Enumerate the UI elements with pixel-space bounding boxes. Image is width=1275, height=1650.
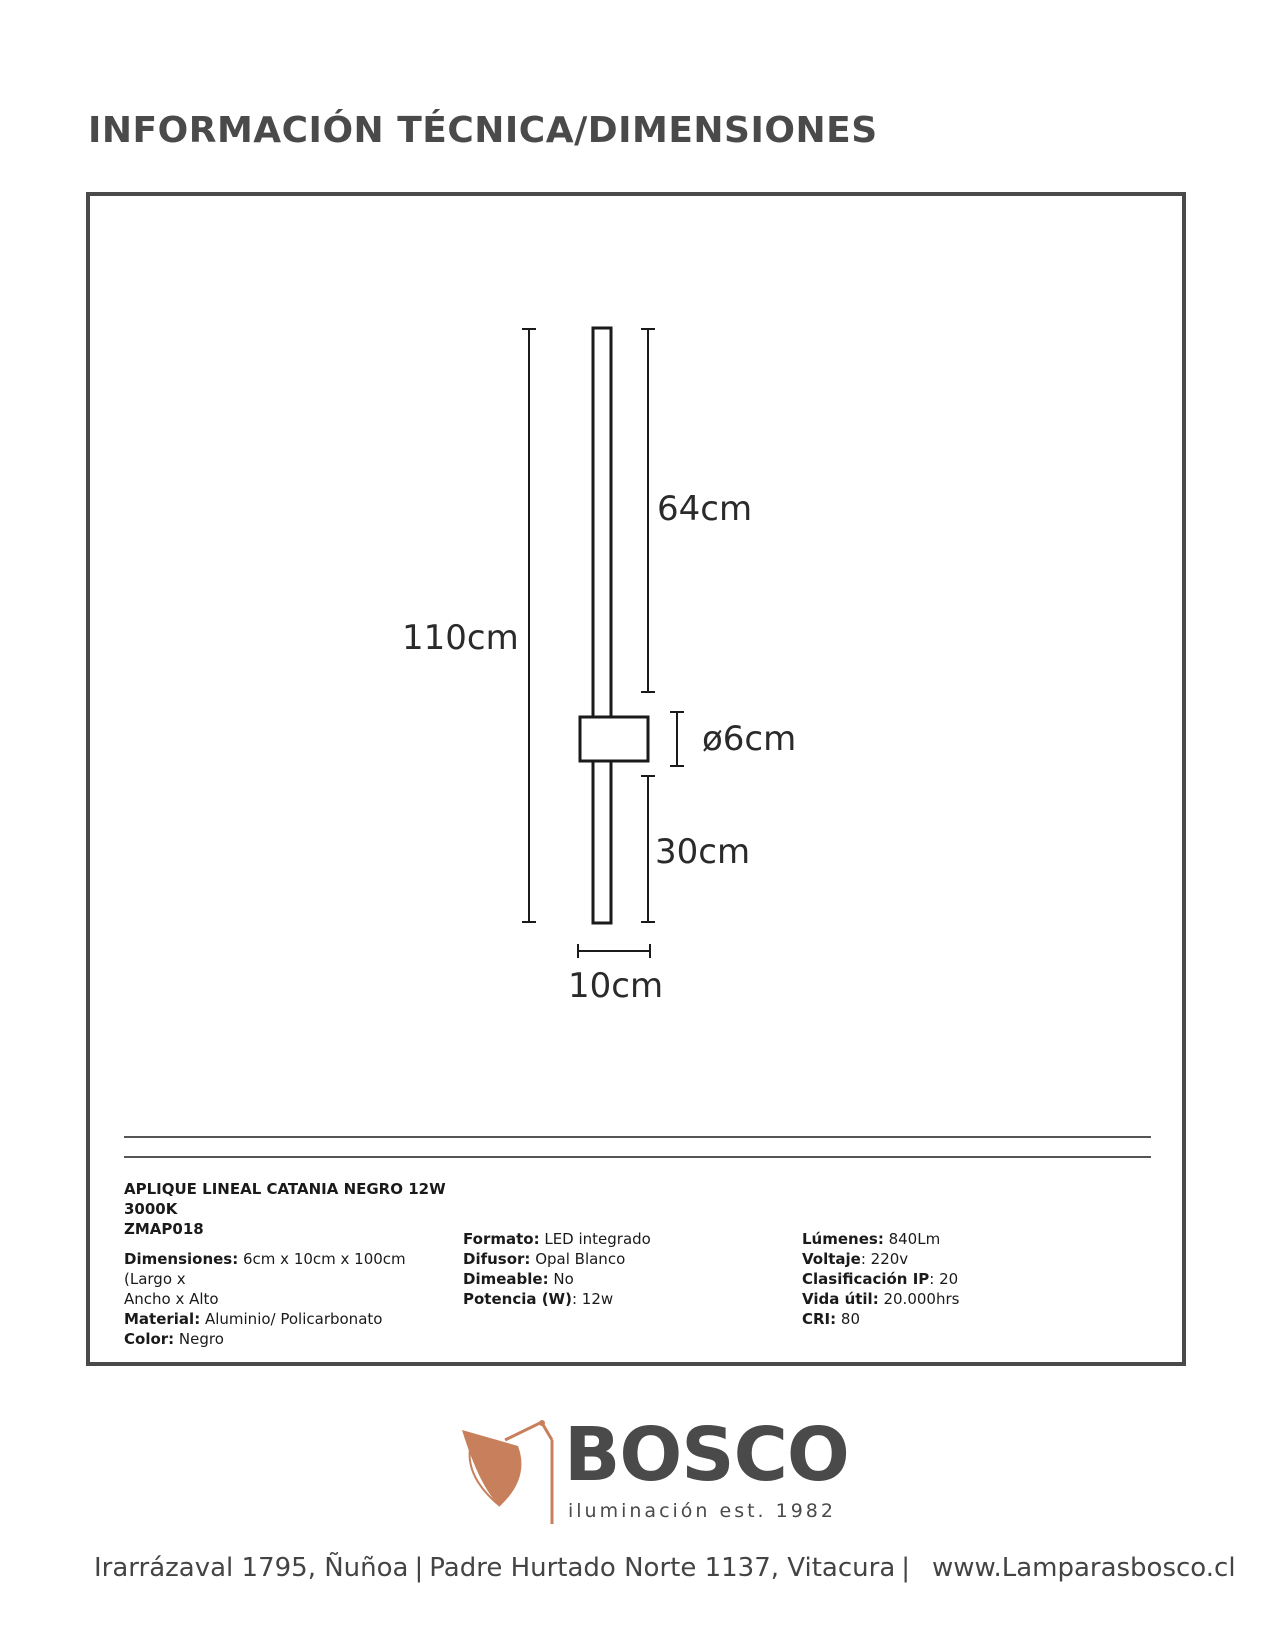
- label-upper-segment: 64cm: [657, 489, 753, 529]
- dimension-line-upper: [641, 329, 655, 692]
- spec-row: Lúmenes: 840Lm: [802, 1230, 941, 1248]
- lamp-upper-bar: [593, 328, 611, 718]
- footer-address-nunoa: Irarrázaval 1795, Ñuñoa: [94, 1553, 409, 1583]
- footer-separator: |: [414, 1553, 424, 1583]
- spec-row: Formato: LED integrado: [463, 1230, 651, 1248]
- footer-website-link[interactable]: www.Lamparasbosco.cl: [932, 1553, 1236, 1583]
- spec-row: Clasificación IP: 20: [802, 1270, 959, 1288]
- label-diameter: ø6cm: [702, 719, 797, 759]
- label-total-height: 110cm: [402, 618, 519, 658]
- product-code: ZMAP018: [124, 1220, 204, 1238]
- spec-row: Difusor: Opal Blanco: [463, 1250, 626, 1268]
- brand-tagline: iluminación est. 1982: [568, 1500, 836, 1522]
- spec-row: Dimensiones: 6cm x 10cm x 100cm (Largo x: [124, 1250, 406, 1288]
- dimension-line-total: [522, 329, 536, 922]
- spec-row: Voltaje: 220v: [802, 1250, 909, 1268]
- divider-bottom: [124, 1156, 1151, 1158]
- lamp-driver-block: [580, 717, 648, 761]
- spec-row: Vida útil: 20.000hrs: [802, 1290, 960, 1308]
- spec-row: Dimeable: No: [463, 1270, 574, 1288]
- spec-column-1: [124, 1249, 454, 1349]
- spec-row: CRI: 80: [802, 1310, 860, 1328]
- label-lower-segment: 30cm: [655, 832, 751, 872]
- spec-row: Material: Aluminio/ Policarbonato: [124, 1310, 383, 1328]
- spec-column-3: [802, 1229, 1132, 1329]
- divider-top: [124, 1136, 1151, 1138]
- product-name: APLIQUE LINEAL CATANIA NEGRO 12W: [124, 1180, 446, 1198]
- spec-row: Ancho x Alto: [124, 1290, 219, 1308]
- product-temperature: 3000K: [124, 1200, 178, 1218]
- footer-separator: |: [901, 1553, 911, 1583]
- footer-address-vitacura: Padre Hurtado Norte 1137, Vitacura: [429, 1553, 896, 1583]
- brand-name: BOSCO: [564, 1412, 849, 1498]
- dimension-line-width: [578, 944, 650, 958]
- page-title: INFORMACIÓN TÉCNICA/DIMENSIONES: [88, 110, 878, 151]
- spec-column-2: [463, 1229, 783, 1309]
- product-heading: [124, 1179, 446, 1239]
- spec-row: Potencia (W): 12w: [463, 1290, 614, 1308]
- dimension-line-lower: [641, 776, 655, 922]
- dimension-line-diameter: [670, 712, 684, 766]
- lamp-logo-icon: [460, 1418, 570, 1528]
- label-width: 10cm: [568, 966, 664, 1006]
- spec-row: Color: Negro: [124, 1330, 224, 1348]
- lamp-lower-bar: [593, 761, 611, 923]
- footer: [94, 1552, 1236, 1584]
- bosco-logo: [460, 1412, 849, 1528]
